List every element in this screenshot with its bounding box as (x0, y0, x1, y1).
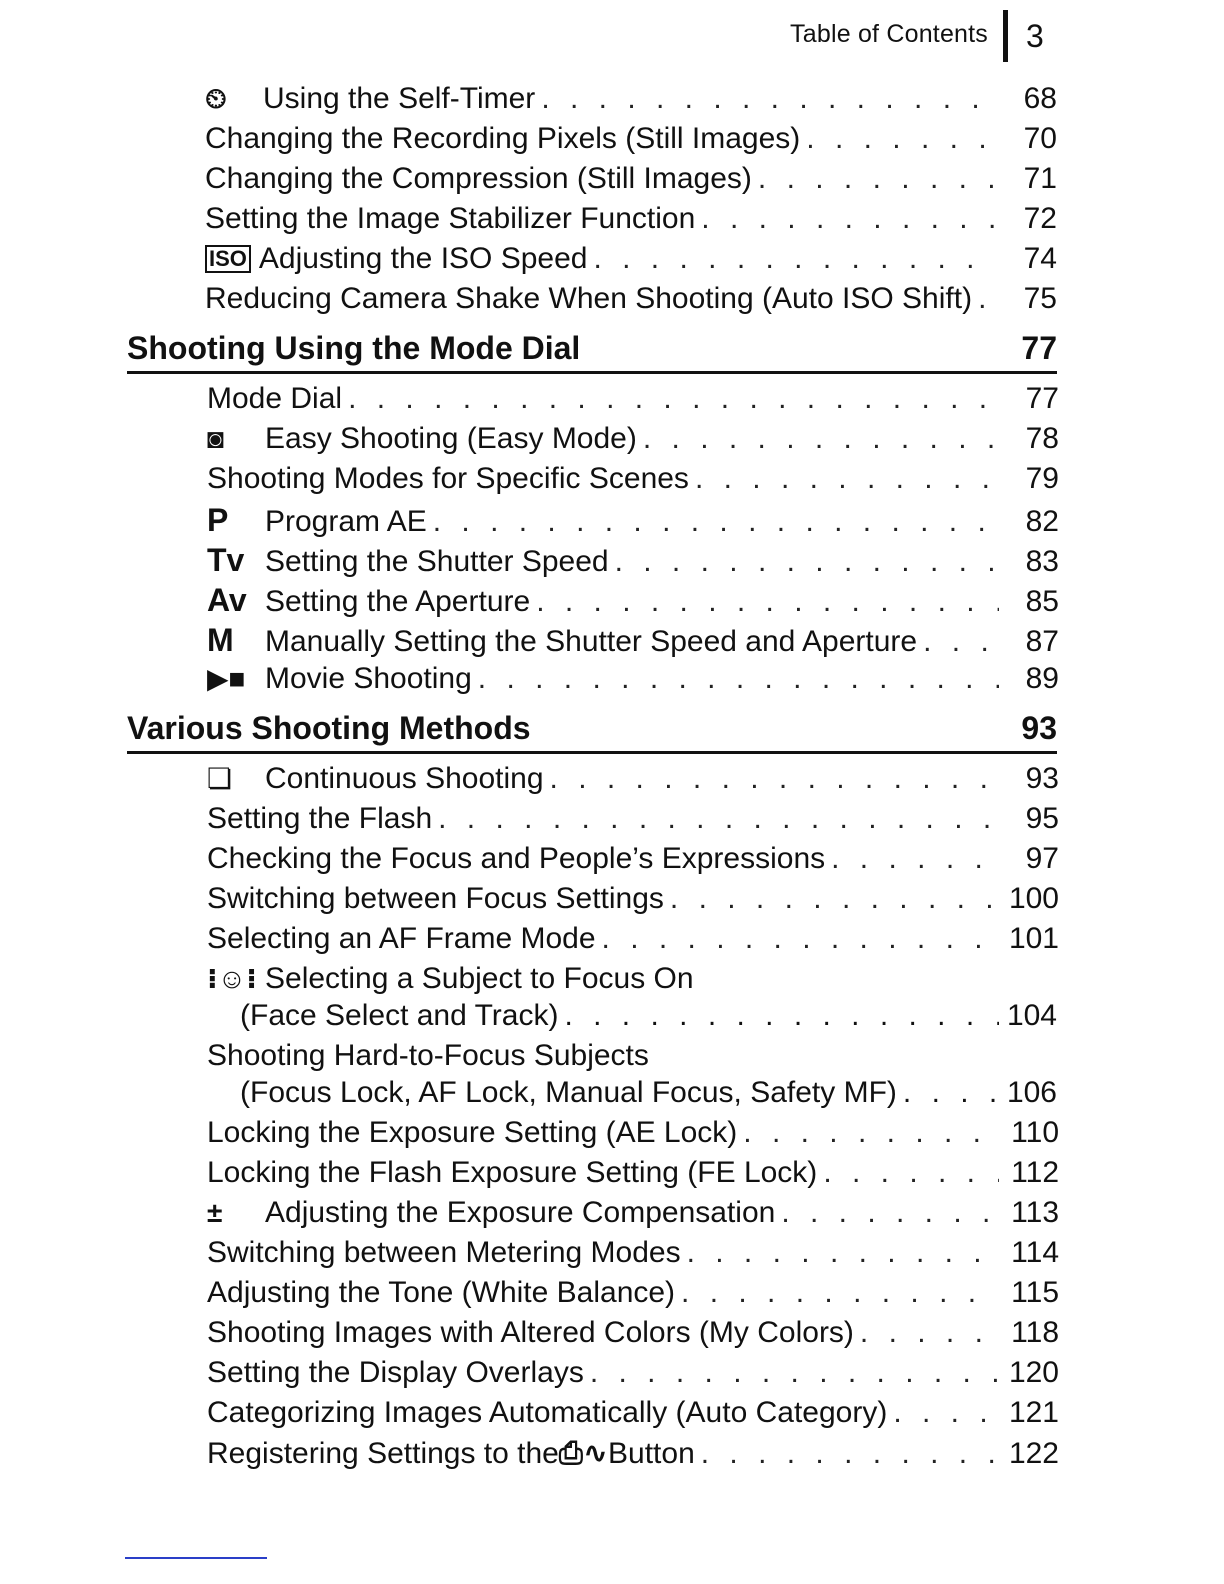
toc-entry-page: 118 (1011, 1316, 1059, 1349)
dot-leader (432, 802, 999, 836)
dot-leader (897, 1076, 999, 1110)
dot-leader (800, 122, 997, 156)
toc-entry-title: Setting the Shutter Speed (265, 545, 609, 578)
toc-entry[interactable] (205, 202, 1057, 242)
toc-entry-page: 101 (1008, 922, 1059, 955)
toc-entry-page: 121 (1008, 1396, 1059, 1429)
dot-leader (737, 1116, 999, 1150)
toc-entry-lead (207, 622, 999, 659)
toc-entry-lead (205, 282, 997, 316)
toc-entry-lead (207, 1356, 999, 1390)
toc-entry-page: 71 (1023, 162, 1057, 195)
dot-leader (752, 162, 997, 196)
toc-entry-page: 89 (1025, 662, 1059, 695)
toc-entry-page: 78 (1025, 422, 1059, 455)
toc-entry-page: 68 (1023, 82, 1057, 115)
dot-leader (637, 422, 999, 456)
toc-entry-page: 82 (1025, 505, 1059, 538)
toc-entry[interactable] (207, 1156, 1059, 1196)
toc-entry-title-suffix: Button (608, 1437, 695, 1470)
exposure-compensation-icon: ± (207, 1197, 223, 1228)
toc-entry-title: Shooting Hard-to-Focus Subjects (207, 1039, 649, 1072)
toc-entry[interactable] (205, 162, 1057, 202)
toc-entry[interactable] (207, 1316, 1059, 1356)
face-select-icon: ⁝☺⁝ (207, 963, 257, 994)
toc-entry-title: Mode Dial (207, 382, 343, 415)
toc-entry-lead (207, 1039, 1059, 1073)
toc-entry-title: Adjusting the Tone (White Balance) (207, 1276, 676, 1309)
dot-leader (584, 1356, 999, 1390)
toc-entry-lead (207, 1116, 999, 1150)
toc-entry-title: Using the Self-Timer (263, 82, 536, 115)
toc-entry-page: 70 (1023, 122, 1057, 155)
section-heading[interactable] (127, 330, 1057, 370)
toc-entry-lead (207, 882, 999, 916)
toc-entry[interactable] (205, 82, 1057, 122)
header-divider (1003, 10, 1008, 62)
toc-entry-title: Easy Shooting (Easy Mode) (265, 422, 637, 455)
toc-entry-lead (207, 422, 999, 456)
toc-entry[interactable] (207, 462, 1059, 502)
toc-entry-lead (207, 922, 999, 956)
toc-entry-title: Checking the Focus and People’s Expressions (207, 842, 826, 875)
toc-entry[interactable] (207, 1356, 1059, 1396)
dot-leader (695, 202, 997, 236)
print-share-icon: ⎙∿ (558, 1437, 609, 1470)
toc-entry-lead (207, 462, 999, 496)
dot-leader (689, 462, 999, 496)
toc-entry[interactable] (205, 282, 1057, 322)
toc-entry-page: 95 (1025, 802, 1059, 835)
toc-entry-lead (207, 662, 999, 696)
toc-entry[interactable] (207, 1236, 1059, 1276)
toc-entry[interactable] (207, 922, 1059, 962)
toc-entry-title: Setting the Flash (207, 802, 433, 835)
continuous-shooting-icon: ❏ (207, 763, 233, 794)
iso-icon: ISO (205, 245, 251, 273)
toc-entry-lead (207, 502, 999, 539)
toc-entry-title: Registering Settings to the (207, 1437, 559, 1470)
dot-leader (427, 505, 999, 539)
toc-entry[interactable] (207, 622, 1059, 662)
dot-leader (342, 382, 999, 416)
toc-entry-lead (207, 1436, 999, 1471)
dot-leader (544, 762, 999, 796)
section-title: Shooting Using the Mode Dial (127, 330, 581, 366)
toc-entry-lead (207, 842, 999, 876)
toc-entry-page: 77 (1025, 382, 1059, 415)
toc-entry-page: 97 (1025, 842, 1059, 875)
toc-entry-title: Changing the Compression (Still Images) (205, 162, 752, 195)
toc-entry-page: 100 (1008, 882, 1059, 915)
toc-entry-page: 87 (1025, 625, 1059, 658)
toc-entry[interactable] (207, 502, 1059, 542)
toc-entry-page: 74 (1023, 242, 1057, 275)
toc-entry-lead (205, 162, 997, 196)
toc-entry-title: Adjusting the Exposure Compensation (265, 1196, 776, 1229)
toc-entry-lead (207, 762, 999, 796)
dot-leader (675, 1276, 999, 1310)
toc-entry-title-continued: (Focus Lock, AF Lock, Manual Focus, Safety MF) (240, 1076, 897, 1109)
toc-entry-continuation (240, 999, 1057, 1039)
self-timer-icon: ⏲ (205, 83, 227, 114)
toc-entry[interactable] (207, 1436, 1059, 1476)
toc-entry-title: Locking the Flash Exposure Setting (FE Lock) (207, 1156, 818, 1189)
dot-leader (887, 1396, 999, 1430)
toc-entry[interactable] (207, 382, 1059, 422)
toc-entry[interactable] (207, 802, 1059, 842)
dot-leader (535, 82, 997, 116)
toc-entry-title: Shooting Modes for Specific Scenes (207, 462, 689, 495)
toc-entry-page: 115 (1011, 1276, 1059, 1309)
toc-entry-lead (207, 1236, 999, 1270)
toc-entry-lead (205, 242, 997, 276)
toc-entry-title: Switching between Metering Modes (207, 1236, 681, 1269)
toc-entry-title: Selecting a Subject to Focus On (265, 962, 694, 995)
toc-entry[interactable] (207, 542, 1059, 582)
dot-leader (854, 1316, 999, 1350)
toc-entry-title: Adjusting the ISO Speed (258, 242, 588, 275)
dot-leader (972, 282, 997, 316)
toc-entry-title: Continuous Shooting (265, 762, 544, 795)
dot-leader (587, 242, 997, 276)
easy-mode-icon: ◙ (207, 423, 224, 454)
toc-entry[interactable] (207, 582, 1059, 622)
toc-entry[interactable] (207, 842, 1059, 882)
dot-leader (695, 1437, 999, 1471)
toc-entry-title: Setting the Display Overlays (207, 1356, 584, 1389)
toc-entry-title: Locking the Exposure Setting (AE Lock) (207, 1116, 738, 1149)
dot-leader (558, 999, 999, 1033)
toc-entry-lead (207, 1396, 999, 1430)
av-mode-icon: Av (207, 582, 247, 618)
toc-entry-title: Changing the Recording Pixels (Still Images) (205, 122, 801, 155)
toc-entry-page: 79 (1025, 462, 1059, 495)
toc-entry[interactable] (207, 662, 1059, 702)
toc-entry-title: Switching between Focus Settings (207, 882, 664, 915)
toc-entry-title: Setting the Aperture (265, 585, 531, 618)
toc-entry[interactable] (207, 1116, 1059, 1156)
program-ae-icon: P (207, 502, 229, 538)
footer-divider (125, 1557, 267, 1559)
toc-entry-lead (205, 202, 997, 236)
toc-entry[interactable] (207, 1196, 1059, 1236)
toc-entry-page: 72 (1023, 202, 1057, 235)
dot-leader (609, 545, 999, 579)
toc-entry-page: 110 (1011, 1116, 1059, 1149)
dot-leader (917, 625, 999, 659)
toc-entry-page: 114 (1011, 1236, 1059, 1269)
toc-entry[interactable] (207, 422, 1059, 462)
page-number: 3 (1026, 18, 1044, 54)
section-rule (127, 371, 1057, 374)
toc-entry-page: 120 (1008, 1356, 1059, 1389)
toc-entry-lead (207, 542, 999, 579)
section-title: Various Shooting Methods (127, 710, 531, 746)
toc-entry-page: 122 (1008, 1437, 1059, 1470)
toc-entry-lead (207, 802, 999, 836)
toc-entry[interactable] (207, 762, 1059, 802)
toc-entry-lead (207, 1156, 999, 1190)
toc-entry-lead (205, 82, 997, 116)
toc-entry-lead (207, 1316, 999, 1350)
toc-entry-lead (207, 1276, 999, 1310)
movie-icon: ▶■ (207, 663, 246, 694)
toc-entry-page: 112 (1011, 1156, 1059, 1189)
manual-mode-icon: M (207, 622, 234, 658)
section-page: 77 (1021, 330, 1057, 366)
toc-entry-title: Setting the Image Stabilizer Function (205, 202, 696, 235)
toc-entry-lead (207, 962, 1059, 996)
dot-leader (817, 1156, 999, 1190)
toc-entry-title: Program AE (265, 505, 427, 538)
toc-entry-lead (207, 1196, 999, 1230)
toc-entry-page: 113 (1011, 1196, 1059, 1229)
toc-entry-lead (207, 382, 999, 416)
toc-entry[interactable] (207, 1396, 1059, 1436)
header-label: Table of Contents (790, 20, 988, 48)
toc-entry-lead (205, 122, 997, 156)
toc-entry-title: Movie Shooting (265, 662, 472, 695)
dot-leader (775, 1196, 999, 1230)
toc-entry[interactable] (207, 1039, 1059, 1079)
toc-entry-page: 85 (1025, 585, 1059, 618)
dot-leader (664, 882, 999, 916)
toc-entry-title: Shooting Images with Altered Colors (My Colors) (207, 1316, 854, 1349)
toc-entry-title: Categorizing Images Automatically (Auto Category) (207, 1396, 888, 1429)
section-page: 93 (1021, 710, 1057, 746)
toc-entry[interactable] (205, 122, 1057, 162)
toc-entry-continuation (240, 1076, 1057, 1116)
dot-leader (596, 922, 999, 956)
section-rule (127, 751, 1057, 754)
toc-entry[interactable] (207, 962, 1059, 1002)
toc-entry-page: 104 (1006, 999, 1057, 1032)
toc-entry[interactable] (207, 1276, 1059, 1316)
toc-entry-title: Selecting an AF Frame Mode (207, 922, 596, 955)
toc-entry-page: 75 (1023, 282, 1057, 315)
dot-leader (825, 842, 999, 876)
toc-entry-title-continued: (Face Select and Track) (240, 999, 559, 1032)
toc-entry[interactable] (205, 242, 1057, 282)
dot-leader (472, 662, 999, 696)
tv-mode-icon: Tv (207, 542, 245, 578)
dot-leader (681, 1236, 999, 1270)
toc-entry-page: 83 (1025, 545, 1059, 578)
section-heading[interactable] (127, 710, 1057, 750)
toc-entry-title: Manually Setting the Shutter Speed and Aperture (265, 625, 918, 658)
toc-entry[interactable] (207, 882, 1059, 922)
toc-entry-title: Reducing Camera Shake When Shooting (Auto ISO Shift) (205, 282, 973, 315)
toc-entry-page: 93 (1025, 762, 1059, 795)
toc-entry-page: 106 (1006, 1076, 1057, 1109)
dot-leader (530, 585, 999, 619)
toc-entry-lead (207, 582, 999, 619)
